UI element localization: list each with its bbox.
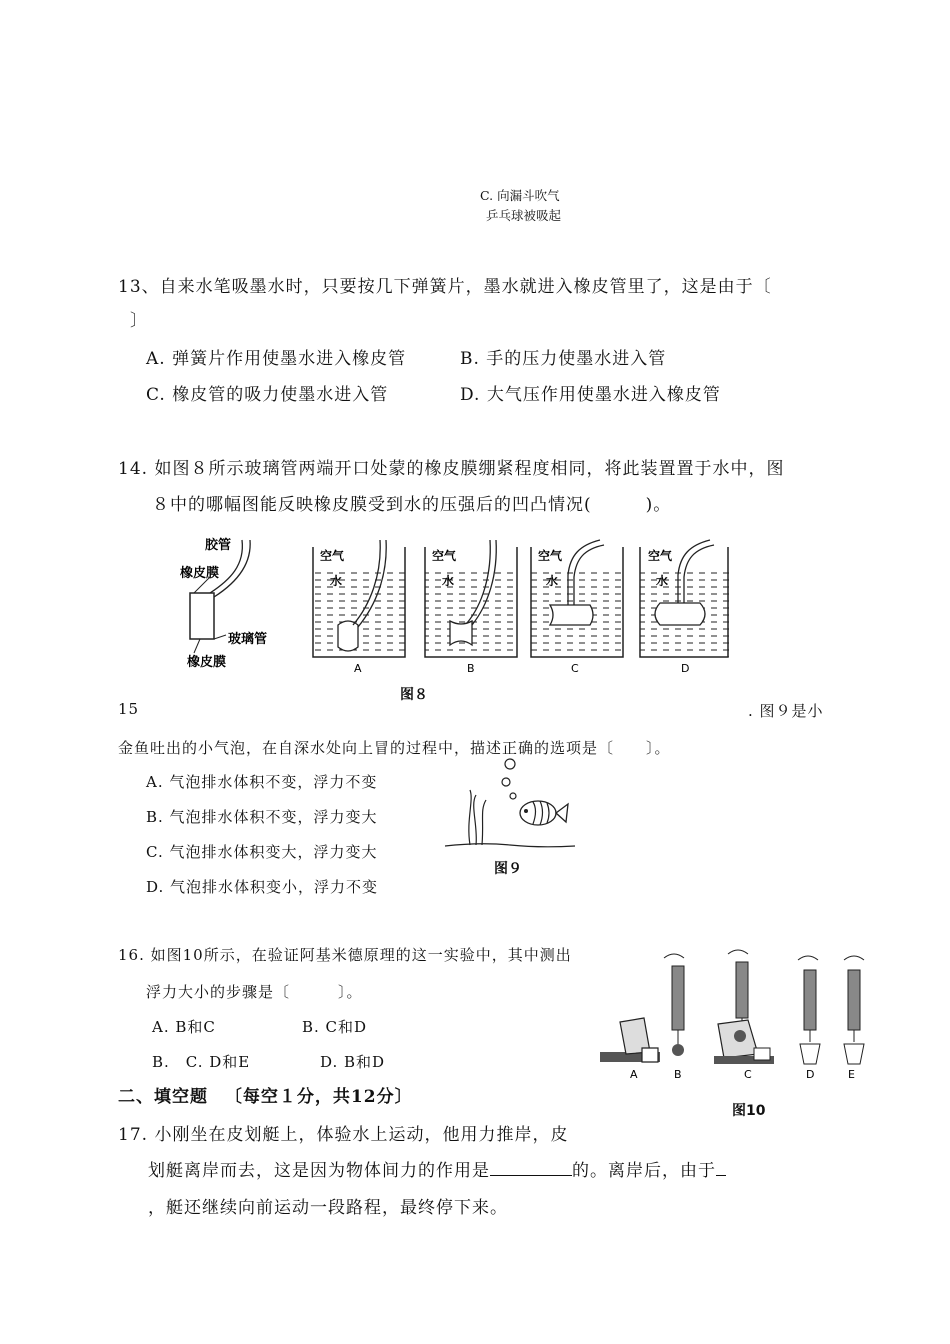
figure-9-caption: 图９	[494, 861, 522, 877]
label-air-c: 空气	[538, 549, 563, 563]
fig10-panel-d: D	[806, 1068, 815, 1081]
beaker-c	[531, 540, 623, 675]
q15-option-d: D. 气泡排水体积变小，浮力不变	[146, 878, 379, 896]
label-membrane-bottom: 橡皮膜	[187, 655, 227, 670]
beaker-d	[640, 540, 730, 675]
q16-line2: 浮力大小的步骤是〔 〕。	[146, 983, 363, 1001]
q13-option-a: A. 弹簧片作用使墨水进入橡皮管	[146, 349, 407, 369]
label-water-b: 水	[442, 574, 455, 588]
fig10-panel-a: A	[630, 1068, 638, 1081]
q16-option-c: B. C. D和E	[152, 1053, 251, 1071]
fig10-panel-b: B	[674, 1068, 682, 1081]
panel-b: B	[467, 662, 475, 675]
section-2-heading	[118, 1082, 413, 1107]
q16-option-a: A. B和C	[152, 1018, 216, 1036]
q16-line1: 16. 如图10所示，在验证阿基米德原理的这一实验中，其中测出	[118, 946, 572, 964]
q13-close: 〕	[130, 311, 148, 331]
panel-a: A	[354, 662, 362, 675]
label-air-a: 空气	[320, 549, 345, 563]
panel-d: D	[681, 662, 690, 675]
label-air-b: 空气	[432, 549, 457, 563]
label-water-d: 水	[656, 574, 669, 588]
q13-option-d: D. 大气压作用使墨水进入橡皮管	[460, 385, 721, 405]
panel-c: C	[571, 662, 579, 675]
q15-option-b: B. 气泡排水体积不变，浮力变大	[146, 808, 378, 826]
q14-line2: ８中的哪幅图能反映橡皮膜受到水的压强后的凹凸情况( )。	[152, 495, 672, 515]
figure-10-caption: 图10	[732, 1103, 766, 1119]
prev-option-c: C. 向漏斗吹气	[480, 188, 560, 203]
q15-line2: 金鱼吐出的小气泡，在自深水处向上冒的过程中，描述正确的选项是〔 〕。	[118, 739, 671, 757]
q15-option-a: A. 气泡排水体积不变，浮力不变	[146, 773, 378, 791]
q17-line2	[148, 1156, 726, 1181]
label-tube: 胶管	[205, 538, 232, 553]
label-membrane-top: 橡皮膜	[180, 566, 220, 581]
beaker-b	[425, 540, 517, 675]
figure-8-caption: 图８	[400, 687, 428, 703]
figure-8	[170, 535, 730, 675]
q16-option-b: B. C和D	[302, 1018, 368, 1036]
step-d	[798, 956, 820, 1081]
section-2-note: 〔每空１分，共12分〕	[224, 1087, 413, 1107]
q15-number: 15	[118, 700, 140, 718]
figure-10	[598, 940, 888, 1090]
figure-9	[440, 750, 580, 850]
q13-option-c: C. 橡皮管的吸力使墨水进入管	[146, 385, 389, 405]
q15-right: . 图９是小	[748, 702, 824, 720]
q13-stem: 13、自来水笔吸墨水时，只要按几下弹簧片，墨水就进入橡皮管里了，这是由于〔	[118, 277, 772, 297]
fig10-panel-c: C	[744, 1068, 752, 1081]
step-b	[664, 954, 684, 1081]
label-air-d: 空气	[648, 549, 673, 563]
prev-option-c-caption: 乒乓球被吸起	[486, 208, 562, 223]
q17-line2-part-b: 的。离岸后，由于	[572, 1161, 716, 1181]
section-2-title: 二、填空题	[118, 1087, 208, 1107]
q15-option-c: C. 气泡排水体积变大，浮力变大	[146, 843, 378, 861]
label-water-a: 水	[330, 574, 343, 588]
q17-blank-1[interactable]	[490, 1160, 572, 1176]
fig10-panel-e: E	[848, 1068, 855, 1081]
step-c	[714, 950, 774, 1081]
q17-line2-part-a: 划艇离岸而去，这是因为物体间力的作用是	[148, 1161, 490, 1181]
step-e	[844, 956, 864, 1081]
beaker-a	[313, 540, 405, 675]
q17-blank-2[interactable]	[716, 1160, 726, 1176]
q17-line1: 17. 小刚坐在皮划艇上，体验水上运动，他用力推岸，皮	[118, 1125, 569, 1145]
q14-line1: 14. 如图８所示玻璃管两端开口处蒙的橡皮膜绷紧程度相同，将此装置置于水中，图	[118, 459, 785, 479]
step-a	[600, 1018, 660, 1081]
label-water-c: 水	[546, 574, 559, 588]
q13-option-b: B. 手的压力使墨水进入管	[460, 349, 667, 369]
label-glass: 玻璃管	[228, 632, 268, 647]
q17-line3: ，艇还继续向前运动一段路程，最终停下来。	[148, 1198, 508, 1218]
q16-option-d: D. B和D	[320, 1053, 386, 1071]
